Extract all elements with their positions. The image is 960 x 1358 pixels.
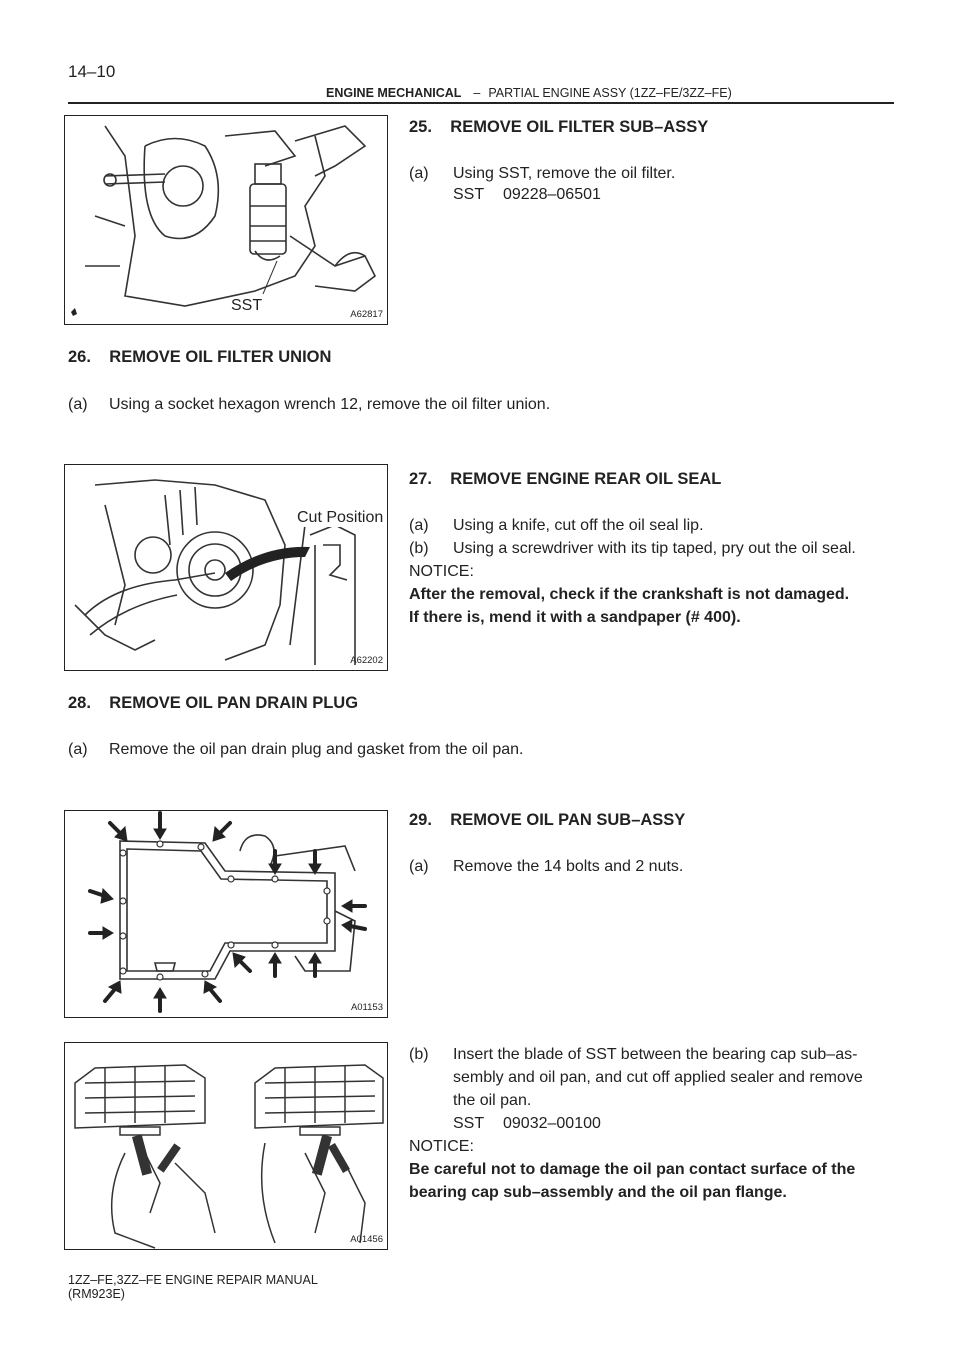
header-rule [68, 102, 894, 104]
step-heading: REMOVE OIL PAN SUB–ASSY [450, 811, 686, 829]
page-number: 14–10 [68, 62, 116, 81]
substep-label: (a) [68, 741, 88, 758]
oil-filter-illustration [65, 116, 389, 326]
substep-label: (a) [409, 517, 429, 534]
step-27-notice-label: NOTICE: [409, 563, 474, 580]
sst-number: 09032–00100 [503, 1115, 601, 1132]
step-29-a [409, 858, 683, 876]
step-27-a [409, 517, 704, 535]
substep-text: Remove the 14 bolts and 2 nuts. [453, 858, 684, 875]
figure-code: A01456 [350, 1234, 383, 1245]
step-number: 27. [409, 470, 432, 488]
oil-pan-illustration [65, 811, 389, 1019]
figure-code: A62817 [350, 309, 383, 320]
step-29-title [409, 811, 685, 830]
substep-text: Using a socket hexagon wrench 12, remove the oil filter union. [109, 396, 551, 413]
step-number: 29. [409, 811, 432, 829]
substep-text: Using a screwdriver with its tip taped, pry out the oil seal. [453, 540, 856, 557]
step-heading: REMOVE OIL FILTER UNION [109, 348, 332, 366]
substep-label: (a) [68, 396, 88, 413]
substep-label: (b) [409, 1046, 429, 1063]
substep-text: Using SST, remove the oil filter. [453, 165, 676, 182]
step-27-b [409, 540, 856, 558]
step-29-b-line2: sembly and oil pan, and cut off applied sealer and remove [453, 1069, 863, 1086]
step-26-a [68, 396, 550, 414]
step-27-notice-line2: If there is, mend it with a sandpaper (# 400). [409, 609, 741, 626]
step-heading: REMOVE OIL FILTER SUB–ASSY [450, 118, 709, 136]
step-29-notice-line2: bearing cap sub–assembly and the oil pan flange. [409, 1184, 787, 1201]
substep-label: (a) [409, 858, 429, 875]
step-heading: REMOVE OIL PAN DRAIN PLUG [109, 694, 359, 712]
step-29-notice-line1: Be careful not to damage the oil pan contact surface of the [409, 1161, 856, 1178]
figure-rear-oil-seal [64, 464, 388, 671]
sst-label: SST [453, 1115, 485, 1132]
step-25-sst [453, 186, 601, 204]
footer-manual-code: (RM923E) [68, 1287, 125, 1301]
figure-oil-filter-removal [64, 115, 388, 325]
rear-oil-seal-illustration [65, 465, 389, 672]
sst-number: 09228–06501 [503, 186, 601, 203]
step-25-title [409, 118, 708, 137]
oil-pan-sst-illustration [65, 1043, 389, 1251]
header-subsection: PARTIAL ENGINE ASSY (1ZZ–FE/3ZZ–FE) [488, 86, 732, 100]
figure-code: A01153 [350, 1002, 383, 1013]
footer-manual-title: 1ZZ–FE,3ZZ–FE ENGINE REPAIR MANUAL [68, 1273, 318, 1287]
figure-oil-pan-bolts [64, 810, 388, 1018]
step-25-a [409, 165, 675, 183]
step-number: 28. [68, 694, 91, 712]
substep-text: Using a knife, cut off the oil seal lip. [453, 517, 704, 534]
running-header [326, 86, 732, 100]
figure-code: A62202 [350, 655, 383, 666]
step-29-b-line1 [409, 1046, 857, 1064]
figure-label-sst: SST [231, 297, 263, 314]
step-28-a [68, 741, 523, 759]
step-27-notice-line1: After the removal, check if the crankshaft is not damaged. [409, 586, 850, 603]
figure-oil-pan-sst [64, 1042, 388, 1250]
sst-label: SST [453, 186, 485, 203]
header-dash: – [473, 86, 481, 100]
step-number: 26. [68, 348, 91, 366]
substep-label: (a) [409, 165, 429, 182]
step-heading: REMOVE ENGINE REAR OIL SEAL [450, 470, 722, 488]
step-26-title [68, 348, 331, 367]
substep-text: Insert the blade of SST between the bearing cap sub–as- [453, 1046, 858, 1063]
figure-label-cut-position: Cut Position [297, 509, 384, 526]
step-29-notice-label: NOTICE: [409, 1138, 474, 1155]
step-28-title [68, 694, 358, 713]
step-29-b-line3: the oil pan. [453, 1092, 532, 1109]
substep-label: (b) [409, 540, 429, 557]
step-29-sst [453, 1115, 601, 1133]
step-number: 25. [409, 118, 432, 136]
header-section: ENGINE MECHANICAL [326, 86, 462, 100]
substep-text: Remove the oil pan drain plug and gasket from the oil pan. [109, 741, 524, 758]
step-27-title [409, 470, 721, 489]
